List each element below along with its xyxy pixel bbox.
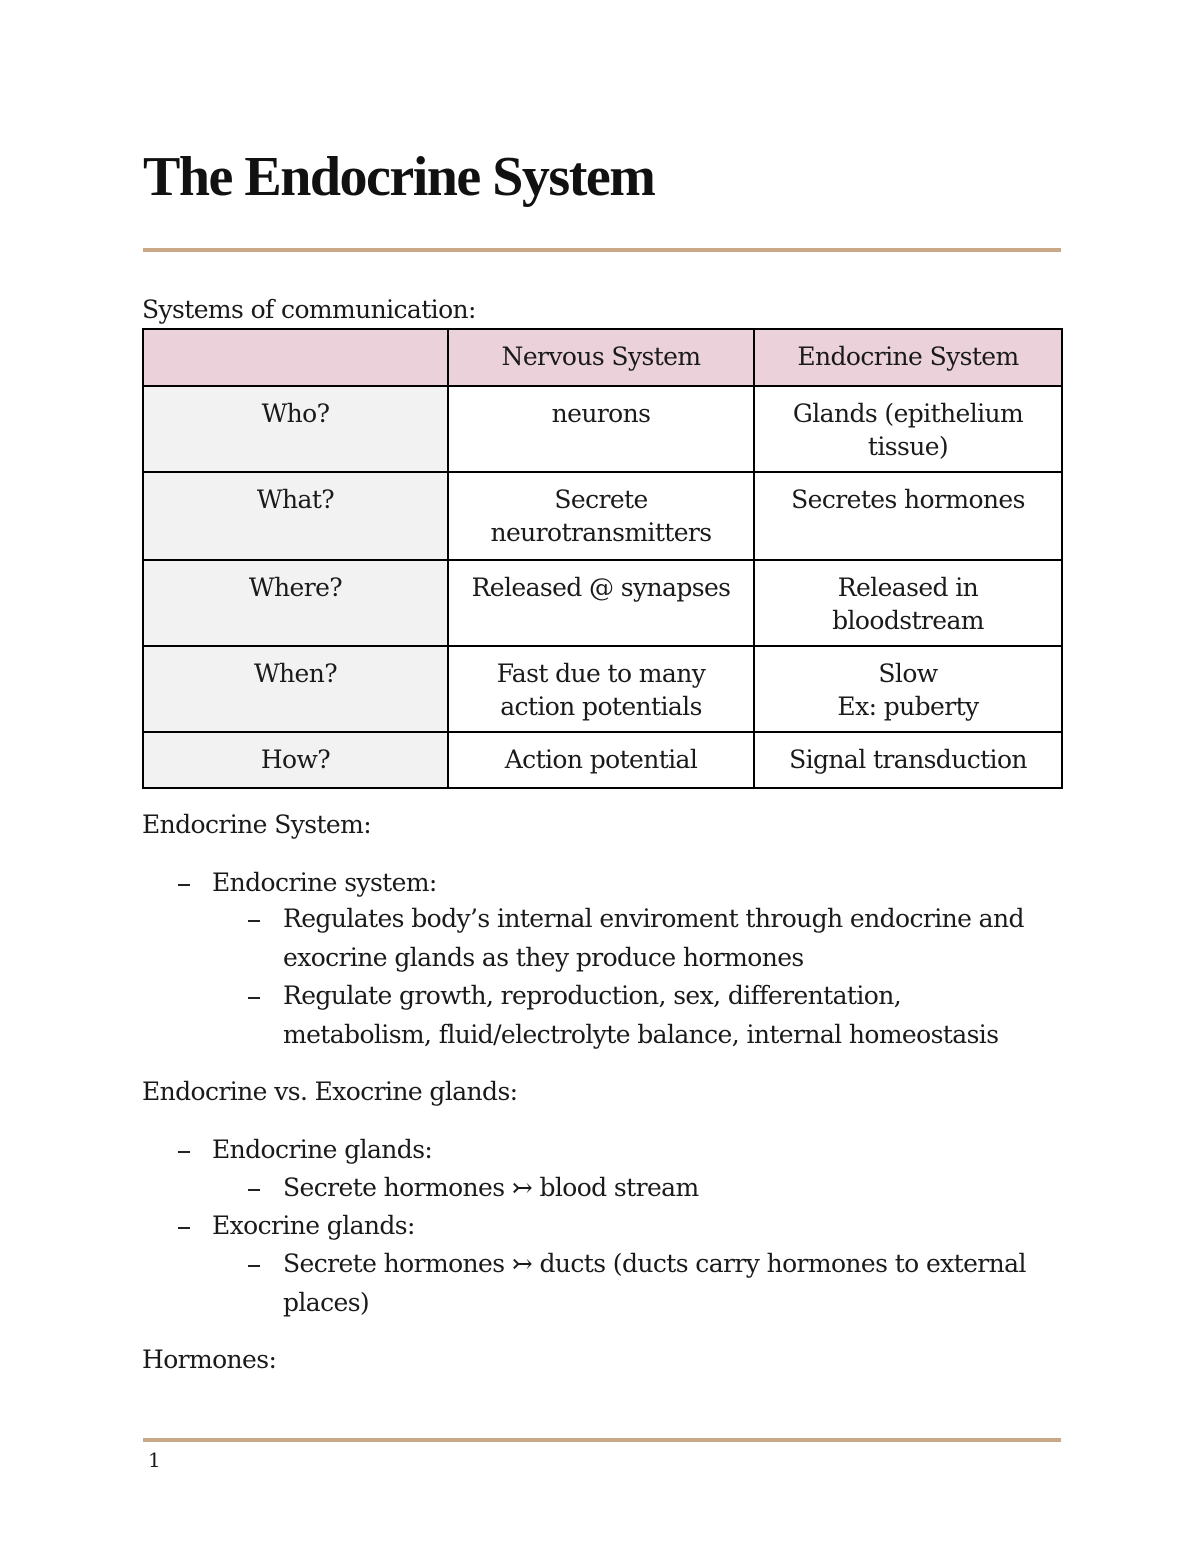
bullet-dash [178,1151,190,1153]
table-row [143,732,1062,788]
page-number: 1 [148,1448,161,1472]
table-row [143,472,1062,560]
table-header-cell: Nervous System [448,329,754,386]
table-cell: Secretes hormones [754,472,1062,560]
intro-label: Systems of communication: [142,295,476,324]
table-cell: Glands (epithelium tissue) [754,386,1062,472]
footer-divider [143,1438,1061,1442]
bullet-dash [248,920,260,922]
comparison-table [142,328,1063,789]
list-item-continuation: metabolism, fluid/electrolyte balance, internal homeostasis [283,1020,999,1049]
list-item-continuation: exocrine glands as they produce hormones [283,943,804,972]
table-cell: neurons [448,386,754,472]
table-header-cell [143,329,448,386]
bullet-dash [248,1265,260,1267]
list-item: Regulate growth, reproduction, sex, differentation, [283,981,902,1010]
row-label: Who? [143,386,448,472]
section-heading: Endocrine vs. Exocrine glands: [142,1077,518,1106]
table-cell: Released in bloodstream [754,560,1062,646]
table-row [143,646,1062,732]
row-label: How? [143,732,448,788]
list-item: Exocrine glands: [212,1211,415,1240]
page-title: The Endocrine System [143,146,655,208]
bullet-dash [248,1189,260,1191]
table-cell: Released @ synapses [448,560,754,646]
list-item: Regulates body’s internal enviroment through endocrine and [283,904,1024,933]
bullet-dash [178,884,190,886]
table-cell: Fast due to many action potentials [448,646,754,732]
bullet-dash [248,997,260,999]
table-cell: Slow Ex: puberty [754,646,1062,732]
table-header-cell: Endocrine System [754,329,1062,386]
title-divider [143,248,1061,252]
row-label: Where? [143,560,448,646]
section-heading: Endocrine System: [142,810,372,839]
table-cell: Action potential [448,732,754,788]
table-row [143,386,1062,472]
list-item: Endocrine system: [212,868,437,897]
table-cell: Secrete neurotransmitters [448,472,754,560]
list-item: Secrete hormones ↣ blood stream [283,1173,699,1202]
table-header-row [143,329,1062,386]
section-heading: Hormones: [142,1345,277,1374]
list-item: Secrete hormones ↣ ducts (ducts carry hormones to external [283,1249,1026,1278]
row-label: When? [143,646,448,732]
table-cell: Signal transduction [754,732,1062,788]
bullet-dash [178,1227,190,1229]
list-item: Endocrine glands: [212,1135,433,1164]
list-item-continuation: places) [283,1288,370,1317]
row-label: What? [143,472,448,560]
table-row [143,560,1062,646]
